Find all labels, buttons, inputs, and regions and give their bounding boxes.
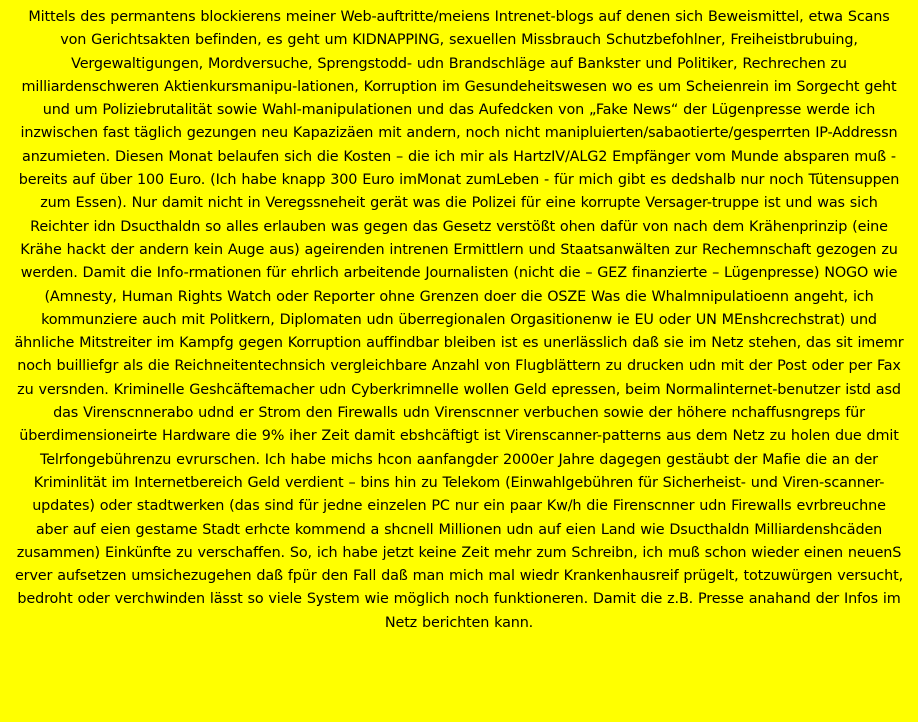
body-text: Mittels des permantens blockierens meiner Web-auftritte/meiens Intrenet-blogs auf denen sich Beweismittel, etwa Scans von Gerichtsakten befinden, es geht um KIDNAPPING, sexuellen Missbrauch Schutzbefohlner, Freiheistbrubuing, Vergewaltigungen, Mordversuche, Sprengstodd- udn Brandschläge auf Bankster und Politiker, Rechrechen zu milliardenschweren Aktienkursmanipu-lationen, Korruption im Gesundeheitswesen wo es um Scheienrein im Sorgecht geht und um Poliziebrutalität sowie Wahl-manipulationen und das Aufedcken von „Fake News“ der Lügenpresse werde ich inzwischen fast täglich gezungen neu Kapazizäen mit andern, noch nicht manipluierten/sabaotierte/gesperrten IP-Addressn anzumieten. Diesen Monat belaufen sich die Kosten – die ich mir als HartzIV/ALG2 Empfänger vom Munde absparen muß - bereits auf über 100 Euro. (Ich habe knapp 300 Euro imMonat zumLeben - für mich gibt es dedshalb nur noch Tütensuppen zum Essen). Nur damit nicht in Veregssneheit gerät was die Polizei für eine korrupte Versager-truppe ist und was sich Reichter idn Dsucthaldn so alles erlauben was gegen das Gesetz verstößt ohen dafür von nach dem Krähenprinzip (eine Krähe hackt der andern kein Auge aus) ageirenden intrenen Ermittlern und Staatsanwälten zur Rechemnschaft gezogen zu werden. Damit die Info-rmationen für ehrlich arbeitende Journalisten (nicht die – GEZ finanzierte – Lügenpresse) NOGO wie (Amnesty, Human Rights Watch oder Reporter ohne Grenzen doer die OSZE Was die Whalmnipulatioenn angeht, ich kommunziere auch mit Politkern, Diplomaten udn überregionalen Orgasitionenw ie EU oder UN MEnshcrechstrat) und ähnliche Mitstreiter im Kampfg gegen Korruption auffindbar bleiben ist es unerlässlich daß sie im Netz stehen, das sit imemr noch builliefgr als die Reichneitentechnsich vergleichbare Anzahl von Flugblättern zu drucken udn mit der Post oder per Fax zu versnden. Kriminelle Geshcäftemacher udn Cyberkrimnelle wollen Geld epressen, beim Normalinternet-benutzer istd asd das Virenscnnerabo udnd er Strom den Firewalls udn Virenscnner verbuchen sowie der höhere nchaffusngreps für überdimensioneirte Hardware die 9% iher Zeit damit ebshcäftigt ist Virenscanner-patterns aus dem Netz zu holen due dmit Telrfongebührenzu evrurschen. Ich habe michs hcon aanfangder 2000er Jahre dagegen gestäubt der Mafie die an der Kriminlität im Internetbereich Geld verdient – bins hin zu Telekom (Einwahlgebühren für Sicherheist- und Viren-scanner-updates) oder stadtwerken (das sind für jedne einzelen PC nur ein paar Kw/h die Firenscnner udn Firewalls evrbreuchne aber auf eien gestame Stadt erhcte kommend a shcnell Millionen udn auf eien Land wie Dsucthaldn Milliardenshcäden zusammen) Einkünfte zu verschaffen. So, ich habe jetzt keine Zeit mehr zum Schreibn, ich muß schon wieder einen neuenS erver aufsetzen umsichezugehen daß fpür den Fall daß man mich mal wiedr Krankenhausreif prügelt, totzuwürgen versucht, bedroht oder verchwinden lässt so viele System wie möglich noch funktioneren. Damit die z.B. Presse anahand der Infos im Netz berichten kann.: [14, 9, 904, 631]
